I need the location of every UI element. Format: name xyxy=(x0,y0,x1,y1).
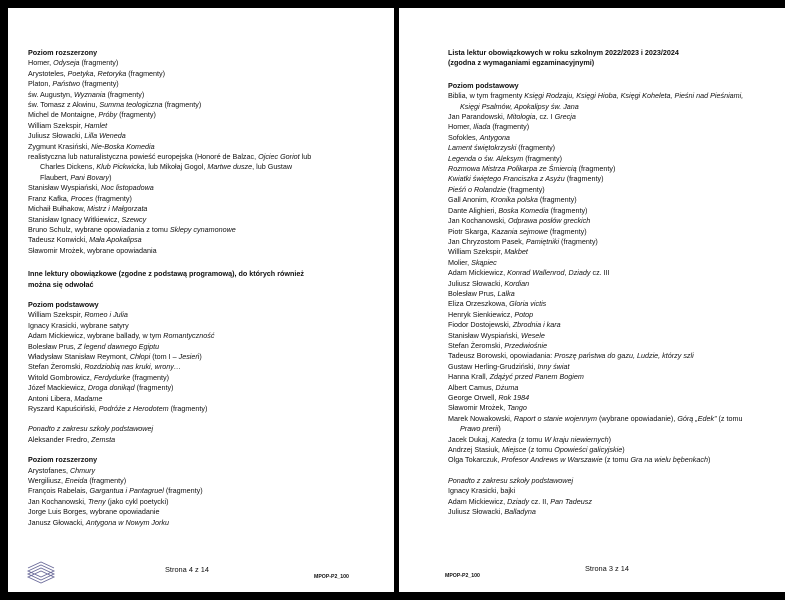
work-title: Księgi Psalmów, Apokalipsy św. Jana xyxy=(460,101,579,111)
item-text: Arystofanes, xyxy=(28,465,70,475)
item-text: Homer, xyxy=(28,58,54,68)
reading-list-item xyxy=(448,164,779,174)
cke-logo-icon xyxy=(26,561,56,585)
work-title: Kwiatki świętego Franciszka z Asyżu xyxy=(448,174,565,184)
reading-list-item xyxy=(28,121,384,131)
section-heading-rozszerzony: Poziom rozszerzony xyxy=(28,48,98,57)
item-text: Fiodor Dostojewski, xyxy=(448,320,513,330)
item-text: (fragmenty) xyxy=(79,58,119,68)
work-title: Chłopi xyxy=(129,351,151,361)
item-text: Dante Alighieri, xyxy=(448,205,499,215)
item-text: Michaił Bułhakow, xyxy=(28,204,88,214)
item-text: ) xyxy=(199,351,202,361)
item-text: Gall Anonim, xyxy=(448,195,491,205)
reading-list-ponadto xyxy=(28,435,384,445)
reading-list-item xyxy=(28,435,384,445)
item-text: Janusz Głowacki, xyxy=(28,517,86,527)
item-text: (fragmenty) xyxy=(548,205,588,215)
work-title: Romantyczność xyxy=(163,331,215,341)
item-text: lub xyxy=(299,152,312,162)
reading-list-item xyxy=(28,362,384,372)
item-text: Henryk Sienkiewicz, xyxy=(448,309,515,319)
page-number: Strona 3 z 14 xyxy=(585,564,629,573)
work-title: Tango xyxy=(507,403,527,413)
item-text: , xyxy=(93,68,98,78)
work-title: Grecja xyxy=(554,112,576,122)
item-text: (fragmenty) xyxy=(105,89,145,99)
item-text: Charles Dickens, xyxy=(40,162,97,172)
reading-list-item xyxy=(448,133,779,143)
item-text: (fragmenty) xyxy=(516,143,556,153)
item-text: Zygmunt Krasiński, xyxy=(28,141,92,151)
work-title: Zemsta xyxy=(91,434,116,444)
item-text: Juliusz Słowacki, xyxy=(448,278,505,288)
work-title: Mistrz i Małgorzata xyxy=(87,204,148,214)
reading-list-item xyxy=(448,414,779,424)
work-title: Ojciec Goriot xyxy=(258,152,300,162)
work-title: Skąpiec xyxy=(471,257,497,267)
reading-list-item xyxy=(448,237,779,247)
work-title: Kronika polska xyxy=(490,195,538,205)
item-text: Tadeusz Borowski, opowiadania: xyxy=(448,351,555,361)
section-heading-rozszerzony-2: Poziom rozszerzony xyxy=(28,455,98,465)
item-text: George Orwell, xyxy=(448,393,499,402)
reading-list-item xyxy=(28,152,384,162)
work-title: Retoryka xyxy=(97,68,127,78)
item-text: (fragmenty) xyxy=(87,476,127,486)
work-title: Eneida xyxy=(65,476,88,486)
work-title: Nie-Boska Komedia xyxy=(91,141,155,151)
item-text: Adam Mickiewicz, xyxy=(448,496,508,506)
item-text: Jorge Luis Borges, wybrane opowiadanie xyxy=(28,507,160,517)
item-text: Juliusz Słowacki, xyxy=(448,507,505,517)
item-text: William Szekspir, xyxy=(448,247,505,257)
item-text: Ryszard Kapuściński, xyxy=(28,404,99,413)
work-title: Prawo prerii xyxy=(460,424,499,434)
item-text: (fragmenty) xyxy=(547,226,587,236)
work-title: Kazania sejmowe xyxy=(491,226,548,236)
reading-list-item xyxy=(28,225,384,235)
reading-list-item xyxy=(448,362,779,372)
work-title: Antygona xyxy=(479,132,510,142)
reading-list-item xyxy=(448,383,779,393)
work-title: Pieśń o Rolandzie xyxy=(448,184,506,194)
work-title: Miejsce xyxy=(501,445,527,455)
item-text: Bolesław Prus, xyxy=(28,341,78,351)
work-title: Dziady xyxy=(507,496,530,506)
item-text: Antoni Libera, xyxy=(28,393,75,403)
item-text: Albert Camus, xyxy=(448,382,496,392)
work-title: Rok 1984 xyxy=(498,393,530,402)
item-text: (fragmenty) xyxy=(564,174,604,184)
work-title: Odyseja xyxy=(53,58,80,68)
reading-list-item xyxy=(28,79,384,89)
item-text: Juliusz Słowacki, xyxy=(28,131,85,141)
item-text: Jacek Dukaj, xyxy=(448,434,492,444)
reading-list-item xyxy=(28,476,384,486)
item-text: (fragmenty) xyxy=(79,79,119,89)
work-title: Romeo i Julia xyxy=(84,310,128,320)
item-text: (z tomu xyxy=(716,413,743,423)
item-text: cz. III xyxy=(590,268,610,278)
reading-list-item xyxy=(448,227,779,237)
reading-list-podstawowy xyxy=(28,310,384,414)
reading-list-item xyxy=(28,110,384,120)
item-text: Władysław Stanisław Reymont, xyxy=(28,351,130,361)
item-text: (fragmenty) xyxy=(168,404,208,413)
reading-list-item xyxy=(448,497,779,507)
work-title: Potop xyxy=(514,309,534,319)
work-title: Przedwiośnie xyxy=(504,340,548,350)
item-text: (tom I – xyxy=(150,351,179,361)
item-text: Stefan Żeromski, xyxy=(448,340,505,350)
reading-list-item xyxy=(28,58,384,68)
item-text: Biblia, w tym fragmenty xyxy=(448,91,525,101)
item-text: (fragmenty) xyxy=(117,110,156,120)
reading-list-item xyxy=(28,383,384,393)
item-text: Jan Chryzostom Pasek, xyxy=(448,236,526,246)
item-text: Jan Kochanowski, xyxy=(448,216,508,226)
ponadto-note: Ponadto z zakresu szkoły podstawowej xyxy=(28,424,154,434)
document-code: MPOP-P2_100 xyxy=(314,574,349,580)
reading-list-item xyxy=(28,162,384,172)
reading-list-item xyxy=(448,403,779,413)
work-title: Zbrodnia i kara xyxy=(512,320,561,330)
item-text: , xyxy=(564,268,569,278)
section-heading-podstawowy: Poziom podstawowy xyxy=(28,299,99,309)
left-page-content xyxy=(28,48,384,528)
item-text: (fragmenty) xyxy=(130,372,170,382)
item-text: Piotr Skarga, xyxy=(448,226,492,236)
reading-list-item xyxy=(448,351,779,361)
item-text: , cz. I xyxy=(535,112,555,122)
reading-list-item xyxy=(28,142,384,152)
work-title: Ferdydurke xyxy=(93,372,131,382)
work-title: Proszę państwa do gazu, Ludzie, którzy szli xyxy=(554,351,694,361)
item-text: (wybrane opowiadanie), xyxy=(597,413,678,423)
work-title: Rozmowa Mistrza Polikarpa ze Śmiercią xyxy=(448,164,577,174)
reading-list-item xyxy=(448,91,779,101)
item-text: François Rabelais, xyxy=(28,486,90,496)
work-title: Szewcy xyxy=(121,214,147,224)
item-text: (fragmenty) xyxy=(505,184,545,194)
reading-list-item xyxy=(28,310,384,320)
reading-list-item xyxy=(28,342,384,352)
work-title: Gra na wielu bębenkach xyxy=(630,455,708,465)
work-title: Katedra xyxy=(491,434,517,444)
item-text: Gustaw Herling-Grudziński, xyxy=(448,361,538,371)
work-title: Lament świętokrzyski xyxy=(448,143,517,153)
item-text: Sofokles, xyxy=(448,132,480,142)
item-text: Jan Parandowski, xyxy=(448,112,507,122)
item-text: Bruno Schulz, wybrane opowiadania z tomu xyxy=(28,224,170,234)
reading-list-rozszerzony xyxy=(28,58,384,256)
reading-list-item xyxy=(28,497,384,507)
work-title: Mała Apokalipsa xyxy=(89,235,142,245)
item-text: Hanna Krall, xyxy=(448,372,490,382)
reading-list-item xyxy=(448,195,779,205)
item-text: (fragmenty) xyxy=(559,236,598,246)
work-title: Dziady xyxy=(568,268,591,278)
reading-list-ponadto xyxy=(448,486,779,517)
work-title: Podróże z Herodotem xyxy=(98,404,169,413)
reading-list-item xyxy=(448,216,779,226)
item-text: Jan Kochanowski, xyxy=(28,496,88,506)
work-title: Profesor Andrews w Warszawie xyxy=(501,455,603,465)
document-subtitle: (zgodna z wymaganiami egzaminacyjnymi) xyxy=(448,58,595,68)
item-text: William Szekspir, xyxy=(28,310,85,320)
reading-list-item xyxy=(448,268,779,278)
reading-list-item xyxy=(28,183,384,193)
item-text: Adam Mickiewicz, wybrane ballady, w tym xyxy=(28,331,164,341)
reading-list-item xyxy=(28,90,384,100)
item-text: ) xyxy=(498,424,501,434)
work-title: Raport o stanie wojennym xyxy=(513,413,598,423)
item-text: ) xyxy=(109,172,112,182)
item-text: Platon, xyxy=(28,79,53,89)
other-readings-heading: Inne lektury obowiązkowe (zgodne z podstawą programową), do których również xyxy=(28,269,304,279)
reading-list-item xyxy=(448,455,779,465)
reading-list-item xyxy=(28,204,384,214)
reading-list-rozszerzony-2 xyxy=(28,466,384,528)
item-text: Aleksander Fredro, xyxy=(28,434,92,444)
item-text: Ignacy Krasicki, bajki xyxy=(448,486,516,496)
work-title: Antygona w Nowym Jorku xyxy=(85,517,170,527)
work-title: Madame xyxy=(74,393,103,403)
reading-list-item xyxy=(28,486,384,496)
document-code: MPOP-P2_100 xyxy=(445,573,480,579)
reading-list-item xyxy=(28,518,384,528)
reading-list-item xyxy=(28,235,384,245)
reading-list-item xyxy=(28,404,384,414)
reading-list-item xyxy=(448,331,779,341)
reading-list-item xyxy=(448,299,779,309)
reading-list-item xyxy=(448,102,779,112)
work-title: Zdążyć przed Panem Bogiem xyxy=(489,372,584,382)
item-text: ) xyxy=(707,455,711,465)
reading-list-item xyxy=(448,445,779,455)
work-title: Noc listopadowa xyxy=(101,183,154,193)
work-title: Kordian xyxy=(504,278,530,288)
work-title: Sklepy cynamonowe xyxy=(169,224,236,234)
work-title: Państwo xyxy=(52,79,80,89)
reading-list-item xyxy=(448,154,779,164)
page-left xyxy=(8,8,394,592)
item-text: (z tomu xyxy=(516,434,545,444)
item-text: Molier, xyxy=(448,257,472,267)
item-text: Eliza Orzeszkowa, xyxy=(448,299,510,309)
reading-list-item xyxy=(448,289,779,299)
work-title: Pan Tadeusz xyxy=(550,496,592,506)
reading-list-item xyxy=(28,194,384,204)
work-title: Iliada xyxy=(473,122,491,132)
item-text: Wergiliusz, xyxy=(28,476,66,486)
reading-list-item xyxy=(448,185,779,195)
item-text: Olga Tokarczuk, xyxy=(448,455,502,465)
reading-list-item xyxy=(28,173,384,183)
item-text: Ignacy Krasicki, wybrane satyry xyxy=(28,320,129,330)
work-title: Próby xyxy=(98,110,118,120)
item-text: (fragmenty) xyxy=(576,164,616,174)
reading-list-item xyxy=(448,341,779,351)
work-title: Makbet xyxy=(504,247,528,257)
reading-list-item xyxy=(28,246,384,256)
item-text: (jako cykl poetycki) xyxy=(105,496,169,506)
work-title: Gargantua i Pantagruel xyxy=(89,486,164,496)
reading-list-item xyxy=(28,373,384,383)
work-title: Opowieści galicyjskie xyxy=(554,445,623,455)
item-text: (fragmenty) xyxy=(126,68,166,78)
document-title: Lista lektur obowiązkowych w roku szkolnym 2022/2023 i 2023/2024 xyxy=(448,48,679,57)
reading-list-item xyxy=(448,174,779,184)
reading-list-item xyxy=(28,321,384,331)
item-text: Flaubert, xyxy=(40,172,71,182)
item-text: cz. II, xyxy=(529,496,551,506)
item-text: (fragmenty) xyxy=(162,100,202,110)
work-title: Lalka xyxy=(497,288,515,298)
work-title: Mitologia xyxy=(506,112,536,122)
work-title: Chmury xyxy=(69,465,96,475)
reading-list-item xyxy=(448,486,779,496)
item-text: Andrzej Stasiuk, xyxy=(448,445,502,455)
work-title: Rozdziobią nas kruki, wrony… xyxy=(84,362,181,372)
work-title: Dżuma xyxy=(495,382,519,392)
other-readings-heading-cont: można się odwołać xyxy=(28,279,94,289)
item-text: (fragmenty) xyxy=(134,383,174,393)
reading-list-item xyxy=(28,331,384,341)
item-text: Józef Mackiewicz, xyxy=(28,383,88,393)
work-title: Treny xyxy=(87,496,106,506)
reading-list-item xyxy=(448,122,779,132)
reading-list-item xyxy=(448,258,779,268)
reading-list-item xyxy=(28,100,384,110)
work-title: Gloria victis xyxy=(509,299,547,309)
reading-list-item xyxy=(448,143,779,153)
work-title: Konrad Wallenrod xyxy=(507,268,565,278)
work-title: Księgi Rodzaju, Księgi Hioba, Księgi Koheleta, Pieśni nad Pieśniami, xyxy=(524,91,744,101)
item-text: Tadeusz Konwicki, xyxy=(28,235,90,245)
work-title: Pani Bovary xyxy=(70,172,110,182)
item-text: Bolesław Prus, xyxy=(448,288,498,298)
item-text: Marek Nowakowski, xyxy=(448,413,514,423)
item-text: (fragmenty) xyxy=(523,153,562,163)
reading-list-podstawowy xyxy=(448,91,779,466)
right-page-content xyxy=(448,48,779,517)
reading-list-item xyxy=(28,215,384,225)
item-text: Stefan Żeromski, xyxy=(28,362,85,372)
item-text: , lub Mikołaj Gogol, xyxy=(144,162,208,172)
work-title: Hamlet xyxy=(84,120,108,130)
work-title: Lilla Weneda xyxy=(84,131,126,141)
item-text: ) xyxy=(622,445,625,455)
item-text: Stanisław Wyspiański, xyxy=(448,330,522,340)
work-title: Wyznania xyxy=(73,89,106,99)
work-title: Proces xyxy=(70,193,94,203)
item-text: Homer, xyxy=(448,122,474,132)
reading-list-item xyxy=(448,393,779,403)
reading-list-item xyxy=(28,131,384,141)
reading-list-item xyxy=(448,206,779,216)
work-title: Boska Komedia xyxy=(498,205,549,215)
reading-list-item xyxy=(448,435,779,445)
item-text: Arystoteles, xyxy=(28,68,68,78)
reading-list-item xyxy=(28,394,384,404)
item-text: Witold Gombrowicz, xyxy=(28,372,94,382)
work-title: Martwe dusze xyxy=(207,162,253,172)
item-text: , lub Gustaw xyxy=(252,162,293,172)
work-title: Inny świat xyxy=(537,361,570,371)
section-heading-podstawowy: Poziom podstawowy xyxy=(448,80,519,90)
item-text: ) xyxy=(608,434,612,444)
item-text: Sławomir Mrożek, xyxy=(448,403,508,413)
item-text: (z tomu xyxy=(602,455,631,465)
item-text: William Szekspir, xyxy=(28,120,85,130)
reading-list-item xyxy=(448,320,779,330)
work-title: W kraju niewiernych xyxy=(544,434,609,444)
item-text: św. Augustyn, xyxy=(28,89,74,99)
work-title: Summa teologiczna xyxy=(99,100,163,110)
item-text: (fragmenty) xyxy=(93,193,132,203)
work-title: Klub Pickwicka xyxy=(96,162,145,172)
reading-list-item xyxy=(448,310,779,320)
reading-list-item xyxy=(28,507,384,517)
item-text: Sławomir Mrożek, wybrane opowiadania xyxy=(28,245,157,255)
page-number: Strona 4 z 14 xyxy=(165,565,209,574)
work-title: Jesień xyxy=(178,351,200,361)
reading-list-item xyxy=(448,112,779,122)
item-text: Michel de Montaigne, xyxy=(28,110,99,120)
reading-list-item xyxy=(448,279,779,289)
item-text: realistyczna lub naturalistyczna powieść europejska (Honoré de Balzac, xyxy=(28,152,259,162)
page-right xyxy=(399,8,785,592)
item-text: Stanisław Wyspiański, xyxy=(28,183,102,193)
reading-list-item xyxy=(448,507,779,517)
item-text: św. Tomasz z Akwinu, xyxy=(28,100,100,110)
work-title: Legenda o św. Aleksym xyxy=(448,153,524,163)
item-text: (z tomu xyxy=(526,445,555,455)
item-text: Stanisław Ignacy Witkiewicz, xyxy=(28,214,122,224)
work-title: Odprawa posłów greckich xyxy=(507,216,591,226)
reading-list-item xyxy=(448,424,779,434)
work-title: Balladyna xyxy=(504,507,536,517)
reading-list-item xyxy=(448,247,779,257)
reading-list-item xyxy=(448,372,779,382)
ponadto-note: Ponadto z zakresu szkoły podstawowej xyxy=(448,475,574,485)
item-text: Franz Kafka, xyxy=(28,193,71,203)
item-text: (fragmenty) xyxy=(490,122,530,132)
reading-list-item xyxy=(28,466,384,476)
work-title: Droga donikąd xyxy=(87,383,135,393)
work-title: Górą „Edek” xyxy=(677,413,717,423)
item-text: (fragmenty) xyxy=(163,486,203,496)
work-title: Poetyka xyxy=(67,68,94,78)
reading-list-item xyxy=(28,352,384,362)
work-title: Wesele xyxy=(521,330,545,340)
item-text: Adam Mickiewicz, xyxy=(448,268,508,278)
reading-list-item xyxy=(28,69,384,79)
item-text: (fragmenty) xyxy=(537,195,577,205)
work-title: Pamiętniki xyxy=(525,236,560,246)
work-title: Z legend dawnego Egiptu xyxy=(77,341,160,351)
